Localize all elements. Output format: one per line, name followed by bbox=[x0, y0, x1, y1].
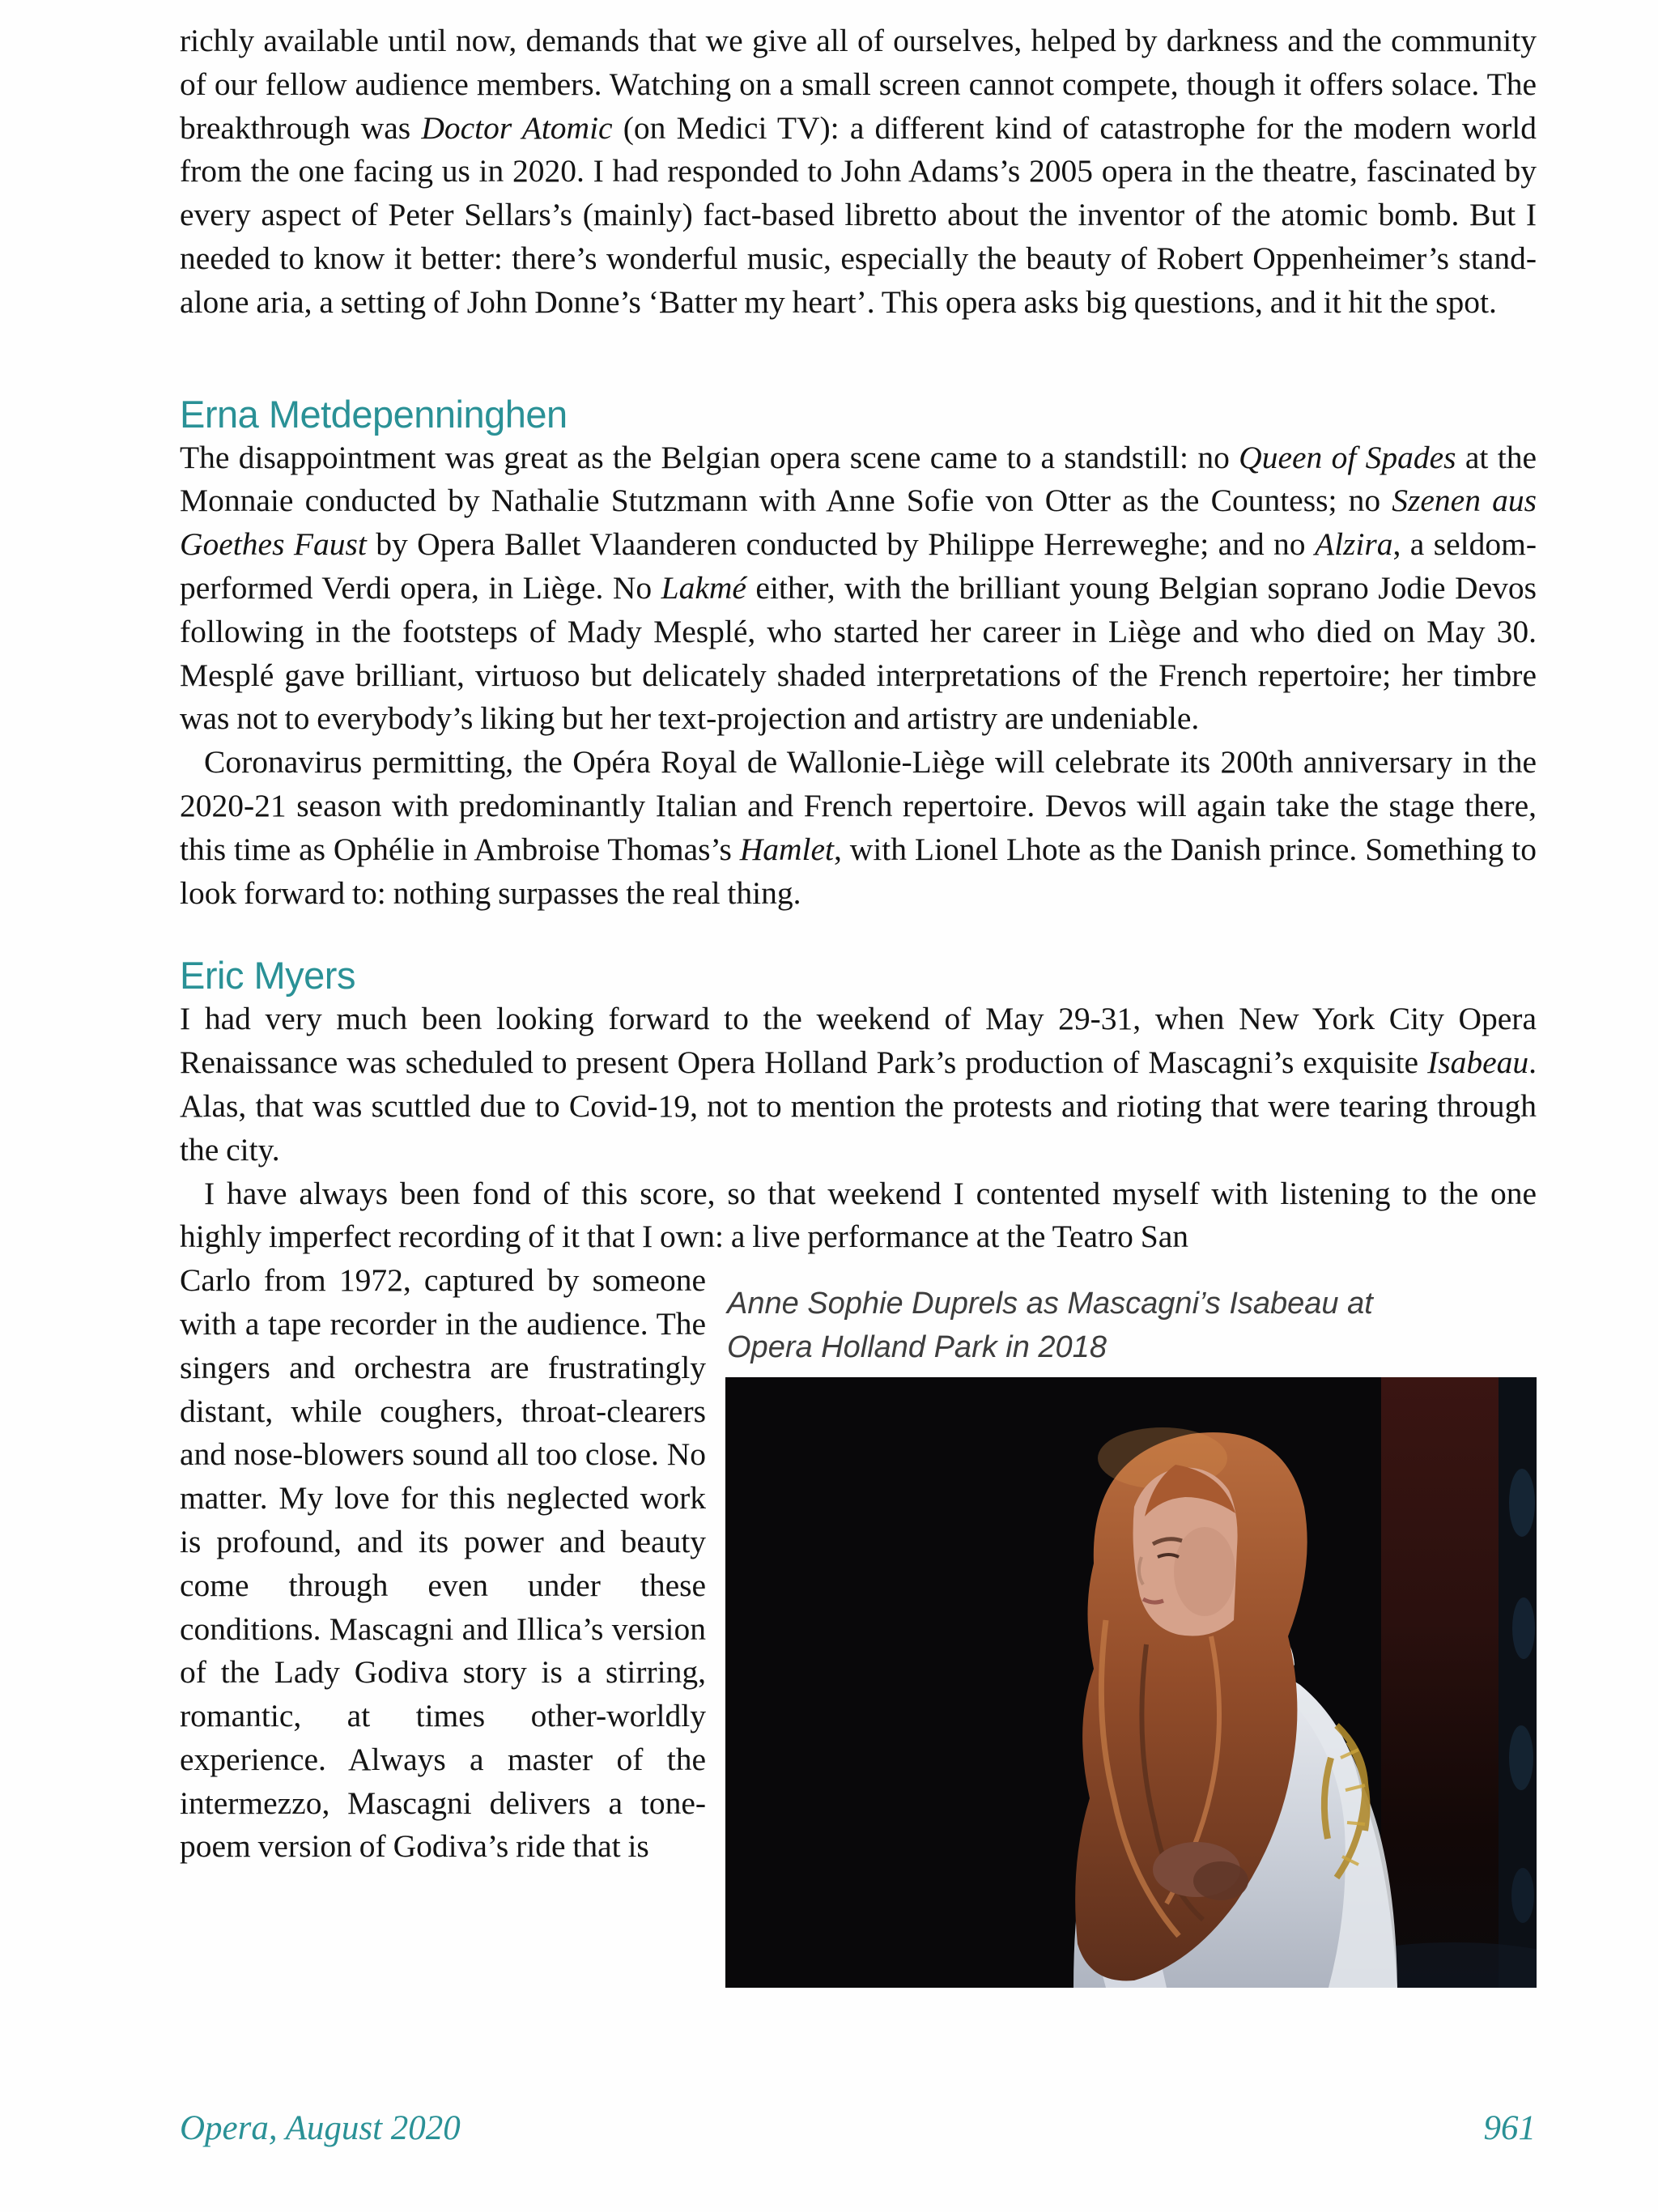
production-photo-illustration bbox=[725, 1377, 1537, 1988]
eric-paragraph-1: I had very much been looking forward to the weekend of May 29-31, when New York City Opera Renaissance was scheduled to present Opera Holland Park’s production of Mascagni’s exquisite Isabeau. Alas, that was scuttled due to Covid-19, not to mention the protests and rioting that were tearing through the city. bbox=[180, 1001, 1537, 1168]
eric-paragraph-2: I have always been fond of this score, so that weekend I contented myself with listening to the one highly imperfect recording of it that I own: a live performance at the Teatro San bbox=[180, 1175, 1537, 1255]
erna-paragraph-1: The disappointment was great as the Belgian opera scene came to a standstill: no Queen of Spades at the Monnaie conducted by Nathalie Stutzmann with Anne Sofie von Otter as the Countess; no Szenen aus Goethes Faust by Opera Ballet Vlaanderen conducted by Philippe Herreweghe; and no Alzira, a seldom-performed Verdi opera, in Liège. No Lakmé either, with the brilliant young Belgian soprano Jodie Devos following in the footsteps of Mady Mesplé, who started her career in Liège and who died on May 30. Mesplé gave brilliant, virtuoso but delicately shaded interpretations of the French repertoire; her timbre was not to everybody’s liking but her text-projection and artistry are undeniable. bbox=[180, 439, 1537, 737]
production-figure bbox=[725, 1259, 1537, 1988]
eric-paragraph-3: Carlo from 1972, captured by someone with a tape recorder in the audience. The singers and orchestra are frustratingly distant, while coughers, throat-clearers and nose-blowers sound all too close. No matter. My love for this neglected work is profound, and its power and beauty come through even under these conditions. Mascagni and Illica’s version of the Lady Godiva story is a stirring, romantic, at times other-worldly experience. Always a master of the intermezzo, Mascagni delivers a tone-poem version of Godiva’s ride that is bbox=[180, 1262, 706, 1865]
article-content bbox=[180, 19, 1537, 1988]
erna-paragraph-2: Coronavirus permitting, the Opéra Royal de Wallonie-Liège will celebrate its 200th anniversary in the 2020-21 season with predominantly Italian and French repertoire. Devos will again take the stage there, this time as Ophélie in Ambroise Thomas’s Hamlet, with Lionel Lhote as the Danish prince. Something to look forward to: nothing surpasses the real thing. bbox=[180, 744, 1537, 911]
section-heading-eric: Eric Myers bbox=[180, 954, 355, 998]
page-number: 961 bbox=[1483, 2109, 1536, 2147]
journal-issue-label: Opera, August 2020 bbox=[180, 2109, 461, 2147]
text-and-figure-region bbox=[180, 1259, 1537, 1869]
page-footer bbox=[180, 2107, 1536, 2150]
production-photo bbox=[725, 1377, 1537, 1988]
section-heading-erna: Erna Metdepenninghen bbox=[180, 392, 568, 436]
intro-paragraph: richly available until now, demands that we give all of ourselves, helped by darkness and the community of our fellow audience members. Watching on a small screen cannot compete, though it offers solace. The breakthrough was Doctor Atomic (on Medici TV): a different kind of catastrophe for the modern world from the one facing us in 2020. I had responded to John Adams’s 2005 opera in the theatre, fascinated by every aspect of Peter Sellars’s (mainly) fact-based libretto about the inventor of the atomic bomb. But I needed to know it better: there’s wonderful music, especially the beauty of Robert Oppenheimer’s stand-alone aria, a setting of John Donne’s ‘Batter my heart’. This opera asks big questions, and it hit the spot. bbox=[180, 23, 1537, 320]
photo-caption: Anne Sophie Duprels as Mascagni’s Isabeau at Opera Holland Park in 2018 bbox=[727, 1287, 1373, 1365]
